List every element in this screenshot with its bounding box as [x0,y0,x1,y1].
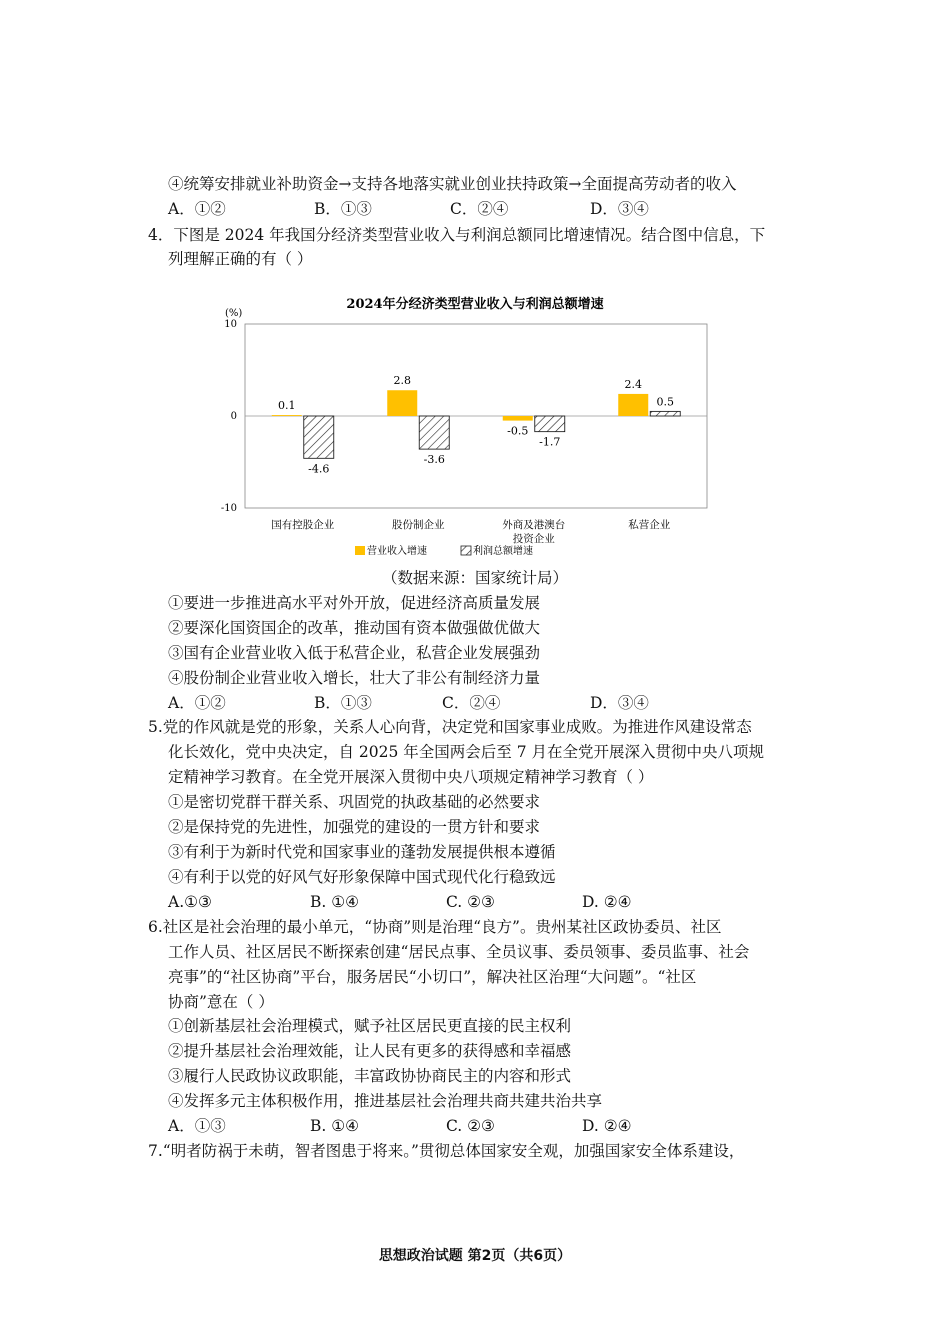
bar-profit [535,416,565,432]
q5-option-a: A.①③ [168,893,212,911]
y-tick-label: 10 [224,319,237,330]
legend-label: 利润总额增速 [473,546,533,557]
q5-option-c: C. ②③ [446,893,495,911]
bar-revenue [272,415,302,416]
bar-profit [419,416,449,449]
bar-data-label: 0.5 [656,395,674,409]
chart-unit-label: (%) [225,308,243,319]
q3-option-b: B．①③ [314,200,372,218]
q4-option-c: C．②④ [442,694,501,712]
bar-profit [304,416,334,458]
q5-item-3: ③有利于为新时代党和国家事业的蓬勃发展提供根本遵循 [168,843,556,861]
x-axis [271,518,670,545]
q4-item-4: ④股份制企业营业收入增长，壮大了非公有制经济力量 [168,669,541,687]
legend-swatch [355,546,365,555]
bar-chart [215,288,725,566]
q4-item-2: ②要深化国资国企的改革，推动国有资本做强做优做大 [168,619,541,637]
q6-option-a: A．①③ [168,1117,226,1135]
q6-item-4: ④发挥多元主体积极作用，推进基层社会治理共商共建共治共享 [168,1092,603,1110]
bar-profit [650,411,680,416]
bar-revenue [618,394,648,416]
bar-revenue [387,390,417,416]
y-axis [221,319,237,514]
page-footer: 思想政治试题 第2页（共6页） [378,1248,572,1264]
bar-data-label: 2.8 [393,374,411,388]
chart-title: 2024年分经济类型营业收入与利润总额增速 [346,297,604,312]
q4-stem-line-1: 4．下图是 2024 年我国分经济类型营业收入与利润总额同比增速情况。结合图中信息，下 [148,226,766,244]
chart-source: （数据来源：国家统计局） [381,569,568,587]
x-tick-label: 投资企业 [512,533,555,545]
q5-item-4: ④有利于以党的好风气好形象保障中国式现代化行稳致远 [168,868,556,886]
q3-option-a: A．①② [168,200,226,218]
bar-revenue [503,416,533,421]
q4-item-1: ①要进一步推进高水平对外开放，促进经济高质量发展 [168,594,541,612]
x-tick-label: 外商及港澳台 [502,519,566,531]
q4-option-b: B．①③ [314,694,372,712]
q4-option-d: D．③④ [590,694,649,712]
bar-data-label: -4.6 [308,462,330,476]
q3-item-4: ④统筹安排就业补助资金→支持各地落实就业创业扶持政策→全面提高劳动者的收入 [168,175,737,193]
q6-option-c: C. ②③ [446,1117,495,1135]
q3-option-d: D．③④ [590,200,649,218]
x-tick-label: 私营企业 [628,519,671,531]
legend-swatch [461,546,471,555]
x-tick-label: 国有控股企业 [271,519,335,531]
bar-data-label: 0.1 [278,399,296,413]
x-tick-label: 股份制企业 [392,519,445,531]
q6-stem-line-4: 协商”意在（ ） [168,993,274,1011]
q5-option-d: D. ②④ [582,893,632,911]
q5-option-b: B. ①④ [310,893,360,911]
q5-item-1: ①是密切党群干群关系、巩固党的执政基础的必然要求 [168,793,541,811]
bar-data-label: -0.5 [507,424,529,438]
q7-stem-line-1: 7.“明者防祸于未萌，智者图患于将来。”贯彻总体国家安全观，加强国家安全体系建设， [148,1142,745,1160]
q6-item-3: ③履行人民政协议政职能，丰富政协协商民主的内容和形式 [168,1067,572,1085]
legend-label: 营业收入增速 [367,546,427,557]
q4-option-a: A．①② [168,694,226,712]
q6-item-1: ①创新基层社会治理模式，赋予社区居民更直接的民主权利 [168,1017,572,1035]
q6-stem-line-2: 工作人员、社区居民不断探索创建“居民点事、全员议事、委员领事、委员监事、社会 [168,943,750,961]
q4-stem-line-2: 列理解正确的有（ ） [168,250,313,268]
q5-item-2: ②是保持党的先进性，加强党的建设的一贯方针和要求 [168,818,541,836]
q6-option-b: B. ①④ [310,1117,360,1135]
q6-stem-line-1: 6.社区是社会治理的最小单元，“协商”则是治理“良方”。贵州某社区政协委员、社区 [148,918,722,936]
y-tick-label: 0 [230,411,237,422]
q5-stem-line-2: 化长效化，党中央决定，自 2025 年全国两会后至 7 月在全党开展深入贯彻中央八项规 [168,743,765,761]
q5-stem-line-3: 定精神学习教育。在全党开展深入贯彻中央八项规定精神学习教育（ ） [168,768,654,786]
q6-stem-line-3: 亮事”的“社区协商”平台，服务居民“小切口”，解决社区治理“大问题”。“社区 [168,968,697,986]
q6-option-d: D. ②④ [582,1117,632,1135]
q6-item-2: ②提升基层社会治理效能，让人民有更多的获得感和幸福感 [168,1042,572,1060]
y-tick-label: -10 [220,503,237,514]
bar-data-label: -3.6 [423,453,445,467]
chart-legend [355,544,533,557]
q3-option-c: C．②④ [450,200,509,218]
q4-item-3: ③国有企业营业收入低于私营企业，私营企业发展强劲 [168,644,541,662]
bar-data-label: 2.4 [624,377,642,391]
q5-stem-line-1: 5.党的作风就是党的形象，关系人心向背，决定党和国家事业成败。为推进作风建设常态 [148,718,752,736]
bar-data-label: -1.7 [539,435,561,449]
